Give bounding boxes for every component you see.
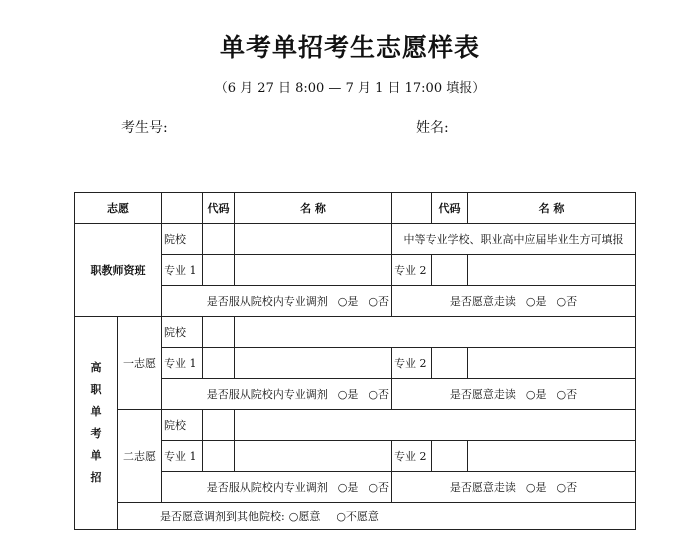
first-school-name-cell[interactable] — [235, 317, 636, 348]
second-willing-text: 是否愿意走读 — [449, 481, 516, 494]
other-school-unwilling-radio[interactable]: ○不愿意 — [336, 510, 379, 523]
header-blank-2 — [392, 193, 432, 224]
second-adjust-text: 是否服从院校内专业调剂 — [206, 481, 328, 494]
teacher-adjust-text: 是否服从院校内专业调剂 — [206, 295, 328, 308]
first-adjust-yes-radio[interactable]: ○是 — [337, 388, 359, 401]
first-major2-name-cell[interactable] — [468, 348, 636, 379]
exam-number-label: 考生号: — [121, 120, 168, 136]
teacher-major2-code-cell[interactable] — [432, 255, 468, 286]
first-school-row — [75, 317, 636, 348]
second-school-name-cell[interactable] — [235, 410, 636, 441]
second-adjust-cell — [162, 472, 392, 503]
application-form-table — [74, 192, 636, 530]
header-blank-1 — [162, 193, 203, 224]
first-major1-name-cell[interactable] — [235, 348, 392, 379]
first-willing-cell — [392, 379, 636, 410]
second-major1-name-cell[interactable] — [235, 441, 392, 472]
teacher-major1-label: 专业 1 — [162, 255, 203, 286]
first-adjust-no-radio[interactable]: ○否 — [368, 388, 389, 401]
teacher-adjust-yes-radio[interactable]: ○是 — [337, 295, 359, 308]
first-school-label: 院校 — [162, 317, 203, 348]
first-school-code-cell[interactable] — [203, 317, 235, 348]
page-subtitle: （6 月 27 日 8:00 — 7 月 1 日 17:00 填报） — [214, 81, 486, 96]
second-willing-no-radio[interactable]: ○否 — [556, 481, 578, 494]
other-school-cell — [118, 503, 636, 530]
vocational-section-label: 高 职 单 考 单 招 — [75, 317, 118, 530]
first-adjust-text: 是否服从院校内专业调剂 — [206, 388, 328, 401]
teacher-adjust-cell — [162, 286, 392, 317]
teacher-major2-label: 专业 2 — [392, 255, 432, 286]
second-school-row — [75, 410, 636, 441]
zhiyuan-header: 志愿 — [75, 193, 162, 224]
teacher-adjust-no-radio[interactable]: ○否 — [368, 295, 389, 308]
teacher-school-code-cell[interactable] — [203, 224, 235, 255]
other-school-row — [75, 503, 636, 530]
teacher-major1-code-cell[interactable] — [203, 255, 235, 286]
first-choice-label: 一志愿 — [118, 317, 162, 410]
teacher-willing-no-radio[interactable]: ○否 — [556, 295, 578, 308]
second-major1-code-cell[interactable] — [203, 441, 235, 472]
teacher-school-label: 院校 — [162, 224, 203, 255]
second-major2-label: 专业 2 — [392, 441, 432, 472]
first-major1-code-cell[interactable] — [203, 348, 235, 379]
first-adjust-cell — [162, 379, 392, 410]
second-school-code-cell[interactable] — [203, 410, 235, 441]
teacher-willing-text: 是否愿意走读 — [449, 295, 516, 308]
second-major2-name-cell[interactable] — [468, 441, 636, 472]
second-adjust-no-radio[interactable]: ○否 — [368, 481, 389, 494]
teacher-major1-name-cell[interactable] — [235, 255, 392, 286]
second-adjust-yes-radio[interactable]: ○是 — [337, 481, 359, 494]
other-school-willing-radio[interactable]: ○愿意 — [288, 510, 321, 523]
first-major2-label: 专业 2 — [392, 348, 432, 379]
first-willing-text: 是否愿意走读 — [449, 388, 516, 401]
name1-header: 名 称 — [235, 193, 392, 224]
first-major1-label: 专业 1 — [162, 348, 203, 379]
teacher-willing-cell — [392, 286, 636, 317]
first-willing-no-radio[interactable]: ○否 — [556, 388, 578, 401]
second-choice-label: 二志愿 — [118, 410, 162, 503]
first-willing-yes-radio[interactable]: ○是 — [525, 388, 547, 401]
first-major2-code-cell[interactable] — [432, 348, 468, 379]
second-major2-code-cell[interactable] — [432, 441, 468, 472]
teacher-major2-name-cell[interactable] — [468, 255, 636, 286]
second-school-label: 院校 — [162, 410, 203, 441]
code2-header: 代码 — [432, 193, 468, 224]
teacher-note: 中等专业学校、职业高中应届毕业生方可填报 — [392, 224, 636, 255]
name2-header: 名 称 — [468, 193, 636, 224]
teacher-class-label: 职教师资班 — [75, 224, 162, 317]
code1-header: 代码 — [203, 193, 235, 224]
name-label: 姓名: — [416, 120, 449, 136]
page-title: 单考单招考生志愿样表 — [219, 33, 480, 62]
teacher-school-name-cell[interactable] — [235, 224, 392, 255]
second-willing-cell — [392, 472, 636, 503]
second-major1-label: 专业 1 — [162, 441, 203, 472]
second-willing-yes-radio[interactable]: ○是 — [525, 481, 547, 494]
teacher-willing-yes-radio[interactable]: ○是 — [525, 295, 547, 308]
other-school-text: 是否愿意调剂到其他院校: — [160, 510, 285, 523]
header-row — [75, 193, 636, 224]
teacher-school-row — [75, 224, 636, 255]
